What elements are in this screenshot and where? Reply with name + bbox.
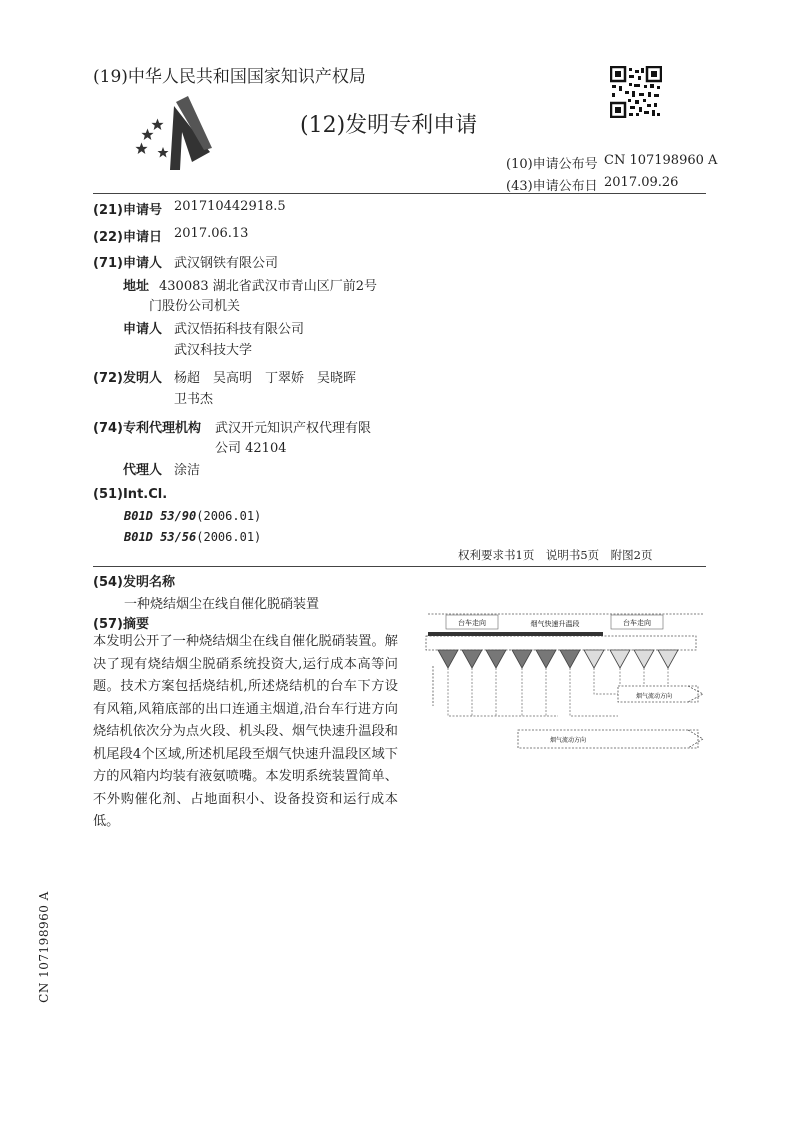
cnipa-logo [130,92,215,172]
wind-box-hoppers [438,650,678,668]
inventors-line-1: 杨超 吴高明 丁翠娇 吴晓晖 [174,371,357,386]
co-applicant-label: 申请人 [123,322,163,337]
invention-title-label: (54)发明名称 [93,575,175,590]
application-number: 201710442918.5 [174,199,286,214]
figure-label-duct-lower: 烟气流动方向 [549,737,587,744]
applicant: 武汉钢铁有限公司 [174,256,279,271]
abstract-text: 本发明公开了一种烧结烟尘在线自催化脱硝装置。解决了现有烧结烟尘脱硝系统投资大,运行成本高等问题。技术方案包括烧结机,所述烧结机的台车下方设有风箱,风箱底部的出口连通主烟道,沿台车行进方向烧结机依次分为点火段、机头段、烟气快速升温段和机尾段4个区域,所述机尾段至烟气快速升温段区域下方的风箱内均装有液氨喷嘴。本发明系统装置简单、不外购催化剂、占地面积小、设备投资和运行成本低。 [93,634,398,829]
agency-line-2: 公司 42104 [215,441,287,456]
agent: 涂洁 [174,463,201,478]
logo-star-icon [151,119,163,131]
qr-code-icon [610,66,662,118]
co-applicant-line-1: 武汉悟拓科技有限公司 [174,322,305,337]
figure-label-fast-heat: 烟气快速升温段 [530,620,580,628]
address-line-2: 门股份公司机关 [149,299,241,314]
inventors-line-2: 卫书杰 [174,392,214,407]
ipc-classification-1 [124,509,261,523]
invention-title: 一种烧结烟尘在线自催化脱硝装置 [124,597,320,612]
application-number-label: (21)申请号 [93,203,162,218]
ipc-version: (2006.01) [196,530,262,544]
co-applicant-line-2: 武汉科技大学 [174,343,253,358]
side-publication-number: CN 107198960 A [36,891,51,1003]
application-date-label: (22)申请日 [93,230,162,245]
header-divider [93,193,706,194]
biblio-divider [93,566,706,567]
inventors-label: (72)发明人 [93,371,162,386]
publication-date: 2017.09.26 [604,175,679,190]
flue-branch-pipes [448,668,668,716]
publication-number: CN 107198960 A [604,153,718,168]
logo-star-icon [141,129,153,141]
office-name: (19)中华人民共和国国家知识产权局 [93,67,366,87]
address-label: 地址 [123,279,150,294]
figure-label-trolley-right: 台车走向 [623,619,651,627]
int-cl-label: (51)Int.Cl. [93,487,168,502]
application-date: 2017.06.13 [174,226,249,241]
publication-date-label: (43)申请公布日 [506,179,598,194]
abstract-label: (57)摘要 [93,617,149,632]
address-line-1: 430083 湖北省武汉市青山区厂前2号 [159,279,378,294]
page-counts: 权利要求书1页 说明书5页 附图2页 [458,548,653,562]
ipc-code: B01D 53/90 [124,509,197,523]
ipc-code: B01D 53/56 [124,530,197,544]
ipc-classification-2 [124,530,261,544]
abstract-figure [418,606,708,766]
figure-label-duct-upper: 烟气流动方向 [635,693,673,700]
logo-star-icon [158,147,169,158]
publication-number-label: (10)申请公布号 [506,157,598,172]
document-type: (12)发明专利申请 [300,113,478,138]
agency-line-1: 武汉开元知识产权代理有限 [215,421,372,436]
ipc-version: (2006.01) [196,509,262,523]
figure-label-trolley-left: 台车走向 [458,619,486,627]
logo-star-icon [135,143,147,155]
agency-label: (74)专利代理机构 [93,421,201,436]
agent-label: 代理人 [123,463,163,478]
applicant-label: (71)申请人 [93,256,162,271]
